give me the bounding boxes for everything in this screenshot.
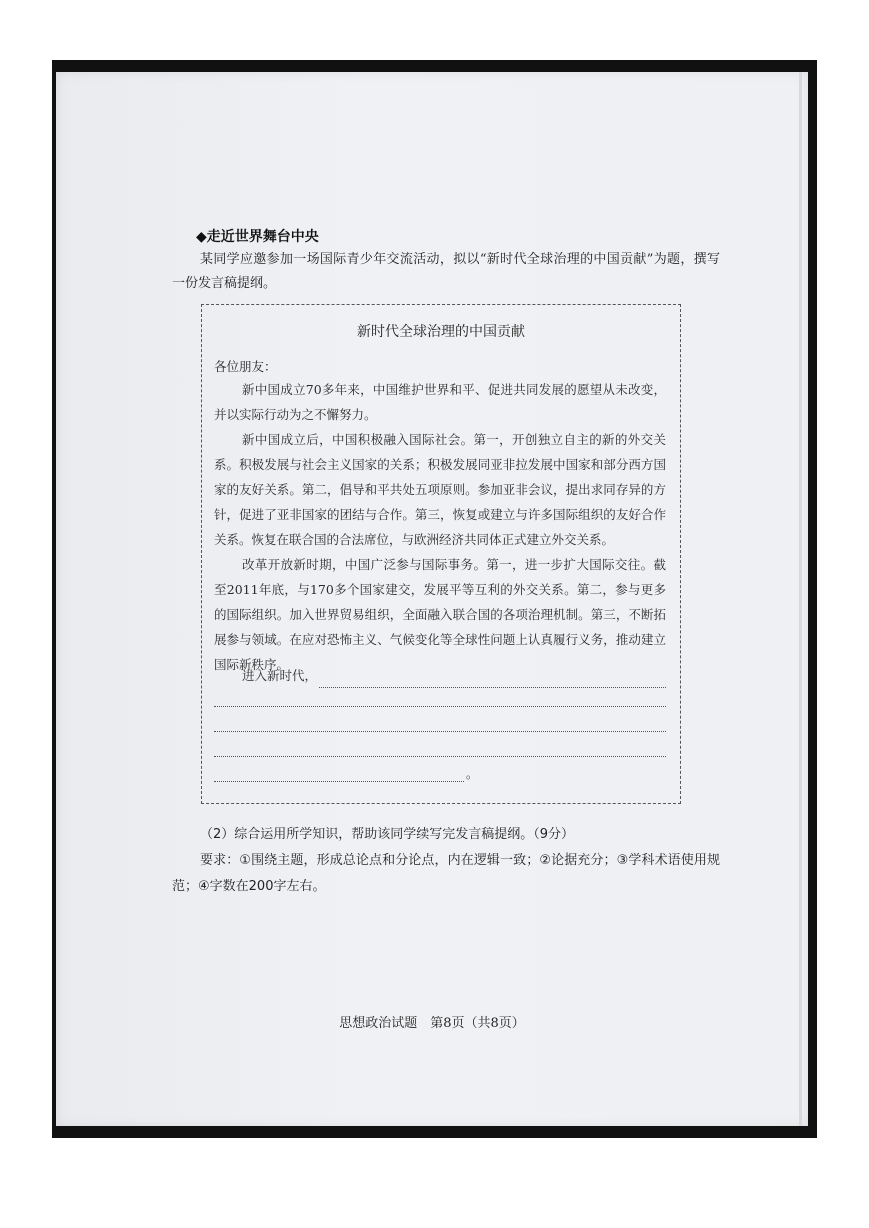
answer-line (214, 730, 666, 732)
outline-body (214, 377, 666, 677)
answer-line (214, 763, 464, 782)
paper-edge (799, 72, 802, 1126)
outline-title: 新时代全球治理的中国贡献 (357, 324, 525, 340)
question-prompt: （2）综合运用所学知识，帮助该同学续写完发言稿提纲。（9分） (200, 827, 575, 842)
outline-paragraph: 改革开放新时期，中国广泛参与国际事务。第一，进一步扩大国际交往。截至2011年底，与170多个国家建交，发展平等互利的外交关系。第二，参与更多的国际组织。加入世界贸易组织，全面融入联合国的各项治理机制。第三，不断拓展参与领域。在应对恐怖主义、气候变化等全球性问题上认真履行义务，推动建立国际新秩序。 (214, 557, 666, 672)
outline-paragraph: 新中国成立后，中国积极融入国际社会。第一，开创独立自主的新的外交关系。积极发展与社会主义国家的关系；积极发展同亚非拉发展中国家和部分西方国家的友好关系。第二，倡导和平共处五项原则。参加亚非会议，提出求同存异的方针，促进了亚非国家的团结与合作。第三，恢复或建立与许多国际组织的友好合作关系。恢复在联合国的合法席位，与欧洲经济共同体正式建立外交关系。 (214, 432, 666, 547)
section-heading: ◆走近世界舞台中央 (196, 229, 319, 245)
speech-outline-box (201, 304, 681, 804)
dotted-line (319, 669, 666, 688)
fill-prompt: 进入新时代， (242, 668, 318, 683)
outline-paragraph: 新中国成立70多年来，中国维护世界和平、促进共同发展的愿望从未改变，并以实际行动为之不懈努力。 (214, 382, 666, 422)
answer-line (214, 755, 666, 757)
question-block (172, 822, 720, 900)
outline-salutation: 各位朋友： (214, 359, 277, 374)
exam-page (56, 72, 808, 1126)
question-requirements: 要求：①围绕主题，形成总论点和分论点，内在逻辑一致；②论据充分；③学科术语使用规范；④字数在200字左右。 (172, 853, 720, 894)
answer-line (214, 705, 666, 707)
answer-line (214, 663, 666, 688)
end-mark: 。 (466, 767, 479, 781)
intro-paragraph: 某同学应邀参加一场国际青少年交流活动，拟以“新时代全球治理的中国贡献”为题，撰写一份发言稿提纲。 (172, 252, 720, 291)
page-footer: 思想政治试题 第8页（共8页） (339, 1016, 525, 1031)
